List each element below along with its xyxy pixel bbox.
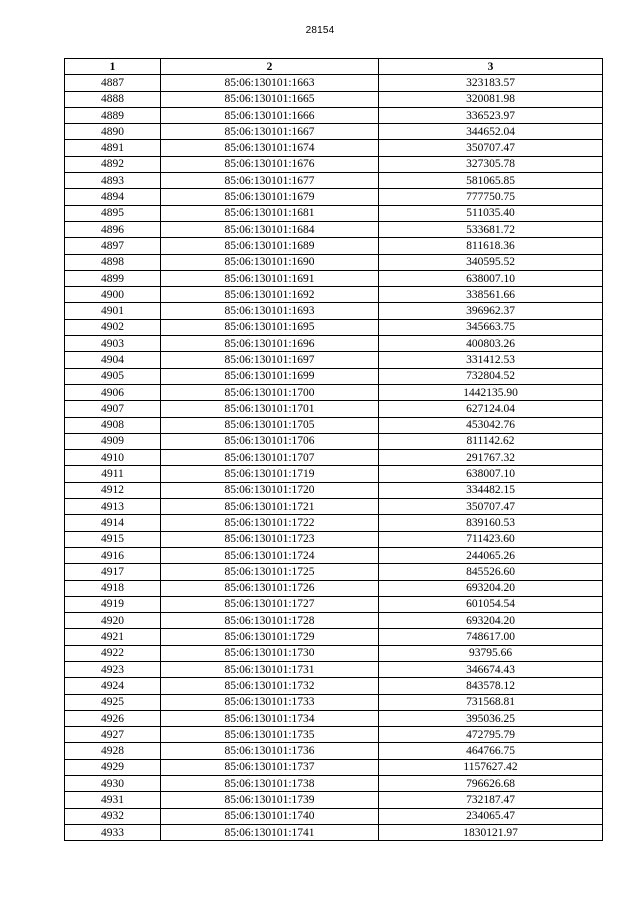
cadastral-number-cell: 85:06:130101:1720	[161, 482, 379, 498]
row-number-cell: 4898	[65, 254, 161, 270]
table-row	[65, 91, 603, 107]
value-cell: 1442135.90	[379, 384, 603, 400]
table-row	[65, 564, 603, 580]
value-cell: 693204.20	[379, 613, 603, 629]
row-number-cell: 4918	[65, 580, 161, 596]
value-cell: 845526.60	[379, 564, 603, 580]
table-row	[65, 352, 603, 368]
row-number-cell: 4928	[65, 743, 161, 759]
table-row	[65, 759, 603, 775]
row-number-cell: 4917	[65, 564, 161, 580]
table-row	[65, 417, 603, 433]
row-number-cell: 4914	[65, 515, 161, 531]
table-row	[65, 401, 603, 417]
table-row	[65, 515, 603, 531]
cadastral-number-cell: 85:06:130101:1730	[161, 645, 379, 661]
value-cell: 472795.79	[379, 727, 603, 743]
row-number-cell: 4916	[65, 547, 161, 563]
row-number-cell: 4902	[65, 319, 161, 335]
table-row	[65, 531, 603, 547]
cadastral-number-cell: 85:06:130101:1699	[161, 368, 379, 384]
cadastral-number-cell: 85:06:130101:1735	[161, 727, 379, 743]
row-number-cell: 4925	[65, 694, 161, 710]
value-cell: 731568.81	[379, 694, 603, 710]
cadastral-number-cell: 85:06:130101:1665	[161, 91, 379, 107]
row-number-cell: 4894	[65, 189, 161, 205]
cadastral-number-cell: 85:06:130101:1723	[161, 531, 379, 547]
cadastral-number-cell: 85:06:130101:1722	[161, 515, 379, 531]
row-number-cell: 4903	[65, 336, 161, 352]
column-header-cadastral-number: 2	[161, 59, 379, 75]
cadastral-number-cell: 85:06:130101:1737	[161, 759, 379, 775]
row-number-cell: 4924	[65, 678, 161, 694]
value-cell: 320081.98	[379, 91, 603, 107]
row-number-cell: 4907	[65, 401, 161, 417]
value-cell: 638007.10	[379, 270, 603, 286]
value-cell: 336523.97	[379, 107, 603, 123]
page-number: 28154	[305, 25, 335, 36]
row-number-cell: 4910	[65, 450, 161, 466]
column-header-number: 1	[65, 59, 161, 75]
table-row	[65, 792, 603, 808]
table-row	[65, 107, 603, 123]
cadastral-number-cell: 85:06:130101:1701	[161, 401, 379, 417]
row-number-cell: 4932	[65, 808, 161, 824]
value-cell: 331412.53	[379, 352, 603, 368]
row-number-cell: 4922	[65, 645, 161, 661]
table-row	[65, 645, 603, 661]
value-cell: 627124.04	[379, 401, 603, 417]
table-row	[65, 287, 603, 303]
table-row	[65, 173, 603, 189]
row-number-cell: 4929	[65, 759, 161, 775]
table-body	[65, 75, 603, 841]
value-cell: 777750.75	[379, 189, 603, 205]
cadastral-number-cell: 85:06:130101:1692	[161, 287, 379, 303]
value-cell: 1157627.42	[379, 759, 603, 775]
table-row	[65, 384, 603, 400]
cadastral-number-cell: 85:06:130101:1705	[161, 417, 379, 433]
value-cell: 464766.75	[379, 743, 603, 759]
cadastral-number-cell: 85:06:130101:1681	[161, 205, 379, 221]
value-cell: 93795.66	[379, 645, 603, 661]
value-cell: 338561.66	[379, 287, 603, 303]
row-number-cell: 4893	[65, 173, 161, 189]
value-cell: 638007.10	[379, 466, 603, 482]
value-cell: 350707.47	[379, 140, 603, 156]
value-cell: 693204.20	[379, 580, 603, 596]
cadastral-number-cell: 85:06:130101:1697	[161, 352, 379, 368]
cadastral-number-cell: 85:06:130101:1679	[161, 189, 379, 205]
row-number-cell: 4909	[65, 433, 161, 449]
table-row	[65, 75, 603, 91]
row-number-cell: 4905	[65, 368, 161, 384]
table-row	[65, 124, 603, 140]
cadastral-number-cell: 85:06:130101:1667	[161, 124, 379, 140]
value-cell: 748617.00	[379, 629, 603, 645]
value-cell: 581065.85	[379, 173, 603, 189]
cadastral-number-cell: 85:06:130101:1677	[161, 173, 379, 189]
table-row	[65, 238, 603, 254]
row-number-cell: 4920	[65, 613, 161, 629]
value-cell: 843578.12	[379, 678, 603, 694]
table-row	[65, 661, 603, 677]
value-cell: 711423.60	[379, 531, 603, 547]
value-cell: 1830121.97	[379, 824, 603, 840]
row-number-cell: 4891	[65, 140, 161, 156]
row-number-cell: 4921	[65, 629, 161, 645]
table-row	[65, 433, 603, 449]
row-number-cell: 4897	[65, 238, 161, 254]
value-cell: 350707.47	[379, 499, 603, 515]
cadastral-number-cell: 85:06:130101:1736	[161, 743, 379, 759]
row-number-cell: 4887	[65, 75, 161, 91]
row-number-cell: 4908	[65, 417, 161, 433]
value-cell: 395036.25	[379, 710, 603, 726]
table-header-row	[65, 59, 603, 75]
cadastral-number-cell: 85:06:130101:1691	[161, 270, 379, 286]
row-number-cell: 4906	[65, 384, 161, 400]
cadastral-number-cell: 85:06:130101:1666	[161, 107, 379, 123]
cadastral-number-cell: 85:06:130101:1696	[161, 336, 379, 352]
cadastral-number-cell: 85:06:130101:1707	[161, 450, 379, 466]
row-number-cell: 4892	[65, 156, 161, 172]
cadastral-number-cell: 85:06:130101:1676	[161, 156, 379, 172]
table-row	[65, 694, 603, 710]
table-row	[65, 270, 603, 286]
value-cell: 732187.47	[379, 792, 603, 808]
table-row	[65, 547, 603, 563]
table-row	[65, 596, 603, 612]
cadastral-number-cell: 85:06:130101:1732	[161, 678, 379, 694]
cadastral-number-cell: 85:06:130101:1693	[161, 303, 379, 319]
cadastral-number-cell: 85:06:130101:1725	[161, 564, 379, 580]
value-cell: 400803.26	[379, 336, 603, 352]
value-cell: 533681.72	[379, 221, 603, 237]
value-cell: 453042.76	[379, 417, 603, 433]
cadastral-number-cell: 85:06:130101:1719	[161, 466, 379, 482]
table-row	[65, 678, 603, 694]
cadastral-number-cell: 85:06:130101:1734	[161, 710, 379, 726]
value-cell: 511035.40	[379, 205, 603, 221]
row-number-cell: 4899	[65, 270, 161, 286]
table-row	[65, 140, 603, 156]
row-number-cell: 4900	[65, 287, 161, 303]
cadastral-number-cell: 85:06:130101:1728	[161, 613, 379, 629]
value-cell: 244065.26	[379, 547, 603, 563]
value-cell: 732804.52	[379, 368, 603, 384]
cadastral-number-cell: 85:06:130101:1724	[161, 547, 379, 563]
table-row	[65, 319, 603, 335]
row-number-cell: 4927	[65, 727, 161, 743]
value-cell: 344652.04	[379, 124, 603, 140]
cadastral-number-cell: 85:06:130101:1700	[161, 384, 379, 400]
row-number-cell: 4888	[65, 91, 161, 107]
cadastral-number-cell: 85:06:130101:1695	[161, 319, 379, 335]
cadastral-number-cell: 85:06:130101:1684	[161, 221, 379, 237]
cadastral-value-table	[64, 58, 603, 841]
row-number-cell: 4904	[65, 352, 161, 368]
value-cell: 601054.54	[379, 596, 603, 612]
cadastral-number-cell: 85:06:130101:1733	[161, 694, 379, 710]
table-row	[65, 221, 603, 237]
table-row	[65, 254, 603, 270]
table-row	[65, 205, 603, 221]
cadastral-number-cell: 85:06:130101:1729	[161, 629, 379, 645]
table-row	[65, 613, 603, 629]
row-number-cell: 4901	[65, 303, 161, 319]
table-row	[65, 824, 603, 840]
cadastral-number-cell: 85:06:130101:1726	[161, 580, 379, 596]
row-number-cell: 4919	[65, 596, 161, 612]
table-row	[65, 450, 603, 466]
value-cell: 839160.53	[379, 515, 603, 531]
value-cell: 340595.52	[379, 254, 603, 270]
table-row	[65, 580, 603, 596]
cadastral-number-cell: 85:06:130101:1663	[161, 75, 379, 91]
row-number-cell: 4895	[65, 205, 161, 221]
cadastral-number-cell: 85:06:130101:1727	[161, 596, 379, 612]
row-number-cell: 4930	[65, 776, 161, 792]
value-cell: 796626.68	[379, 776, 603, 792]
column-header-value: 3	[379, 59, 603, 75]
table-row	[65, 303, 603, 319]
row-number-cell: 4915	[65, 531, 161, 547]
value-cell: 327305.78	[379, 156, 603, 172]
table-row	[65, 336, 603, 352]
cadastral-number-cell: 85:06:130101:1740	[161, 808, 379, 824]
value-cell: 323183.57	[379, 75, 603, 91]
table-row	[65, 368, 603, 384]
cadastral-number-cell: 85:06:130101:1739	[161, 792, 379, 808]
cadastral-number-cell: 85:06:130101:1721	[161, 499, 379, 515]
table-row	[65, 156, 603, 172]
value-cell: 396962.37	[379, 303, 603, 319]
table-row	[65, 482, 603, 498]
value-cell: 346674.43	[379, 661, 603, 677]
table-row	[65, 808, 603, 824]
cadastral-number-cell: 85:06:130101:1674	[161, 140, 379, 156]
cadastral-number-cell: 85:06:130101:1731	[161, 661, 379, 677]
row-number-cell: 4911	[65, 466, 161, 482]
row-number-cell: 4896	[65, 221, 161, 237]
cadastral-number-cell: 85:06:130101:1741	[161, 824, 379, 840]
table-row	[65, 727, 603, 743]
value-cell: 811618.36	[379, 238, 603, 254]
cadastral-number-cell: 85:06:130101:1690	[161, 254, 379, 270]
row-number-cell: 4889	[65, 107, 161, 123]
cadastral-number-cell: 85:06:130101:1738	[161, 776, 379, 792]
row-number-cell: 4933	[65, 824, 161, 840]
table-row	[65, 466, 603, 482]
value-cell: 811142.62	[379, 433, 603, 449]
value-cell: 345663.75	[379, 319, 603, 335]
row-number-cell: 4912	[65, 482, 161, 498]
value-cell: 234065.47	[379, 808, 603, 824]
table-row	[65, 189, 603, 205]
row-number-cell: 4931	[65, 792, 161, 808]
table-row	[65, 629, 603, 645]
value-cell: 334482.15	[379, 482, 603, 498]
table-row	[65, 499, 603, 515]
row-number-cell: 4890	[65, 124, 161, 140]
value-cell: 291767.32	[379, 450, 603, 466]
cadastral-number-cell: 85:06:130101:1706	[161, 433, 379, 449]
row-number-cell: 4913	[65, 499, 161, 515]
cadastral-number-cell: 85:06:130101:1689	[161, 238, 379, 254]
table-row	[65, 743, 603, 759]
table-row	[65, 710, 603, 726]
table-row	[65, 776, 603, 792]
row-number-cell: 4923	[65, 661, 161, 677]
row-number-cell: 4926	[65, 710, 161, 726]
